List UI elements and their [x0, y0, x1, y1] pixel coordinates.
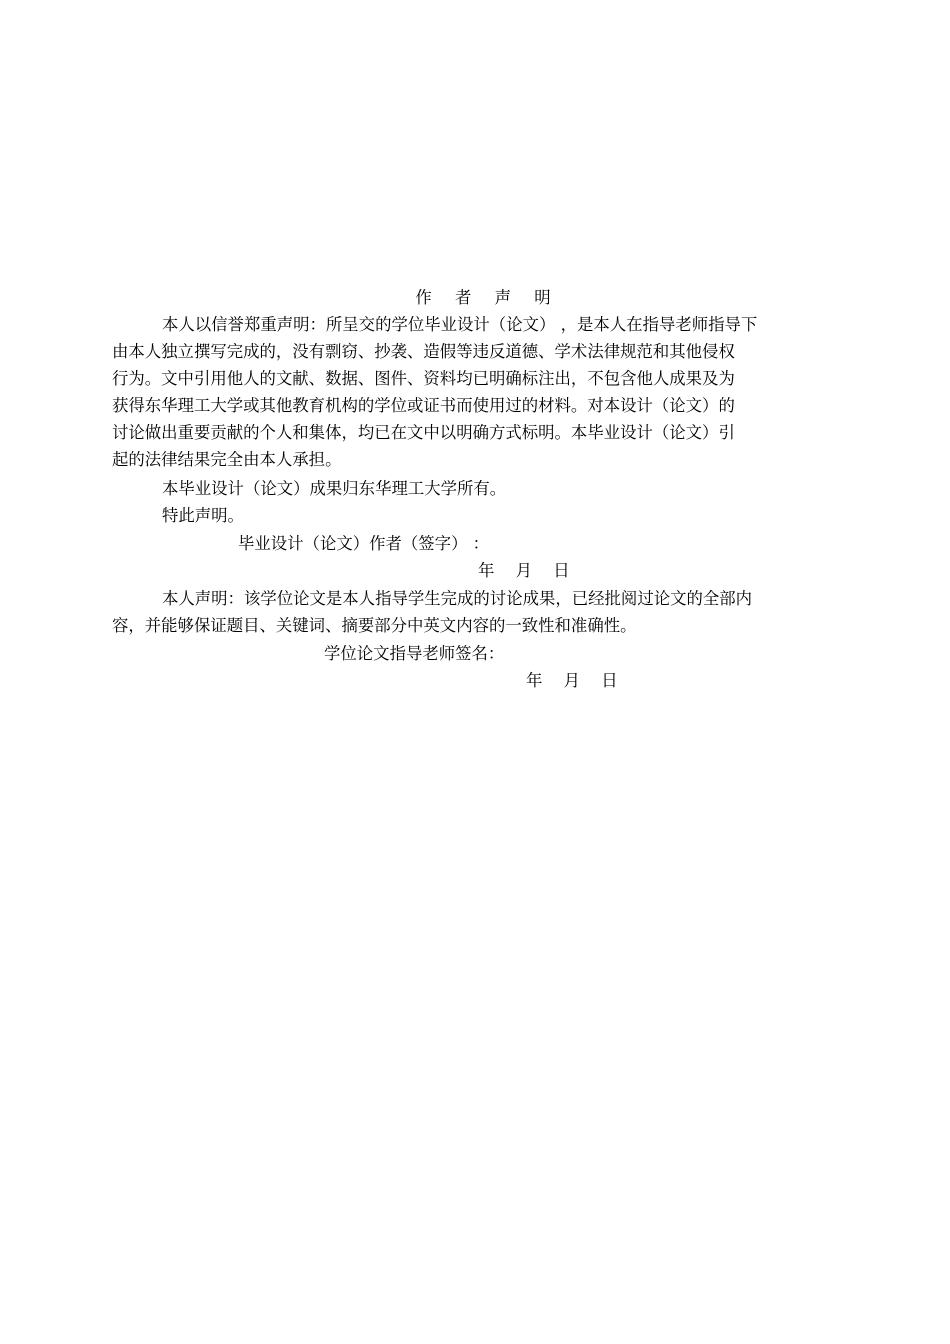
advisor-statement-line-1: 本人声明：该学位论文是本人指导学生完成的讨论成果，已经批阅过论文的全部内 — [162, 589, 753, 608]
author-signature-label: 毕业设计（论文）作者（签字） ： — [238, 534, 490, 553]
para1-line-1: 本人以信誉郑重声明：所呈交的学位毕业设计（论文） ，是本人在指导老师指导下 — [162, 315, 758, 334]
para1-line-3: 行为。文中引用他人的文献、数据、图件、资料均已明确标注出，不包含他人成果及为 — [112, 369, 735, 388]
ownership-statement: 本毕业设计（论文）成果归东华理工大学所有。 — [162, 479, 507, 498]
advisor-statement-line-2: 容，并能够保证题目、关键词、摘要部分中英文内容的一致性和准确性。 — [112, 616, 637, 635]
para1-line-2: 由本人独立撰写完成的，没有剽窃、抄袭、造假等违反道德、学术法律规范和其他侵权 — [112, 342, 735, 361]
advisor-signature-label: 学位论文指导老师签名： — [324, 644, 505, 663]
para1-line-4: 获得东华理工大学或其他教育机构的学位或证书而使用过的材料。对本设计（论文）的 — [112, 396, 735, 415]
declaration-title: 作 者 声 明 — [415, 288, 560, 307]
author-date: 年 月 日 — [478, 561, 578, 580]
advisor-date: 年 月 日 — [526, 671, 626, 690]
para1-line-6: 起的法律结果完全由本人承担。 — [112, 450, 342, 469]
para1-line-5: 讨论做出重要贡献的个人和集体，均已在文中以明确方式标明。本毕业设计（论文）引 — [112, 423, 735, 442]
closing-statement: 特此声明。 — [162, 506, 244, 525]
